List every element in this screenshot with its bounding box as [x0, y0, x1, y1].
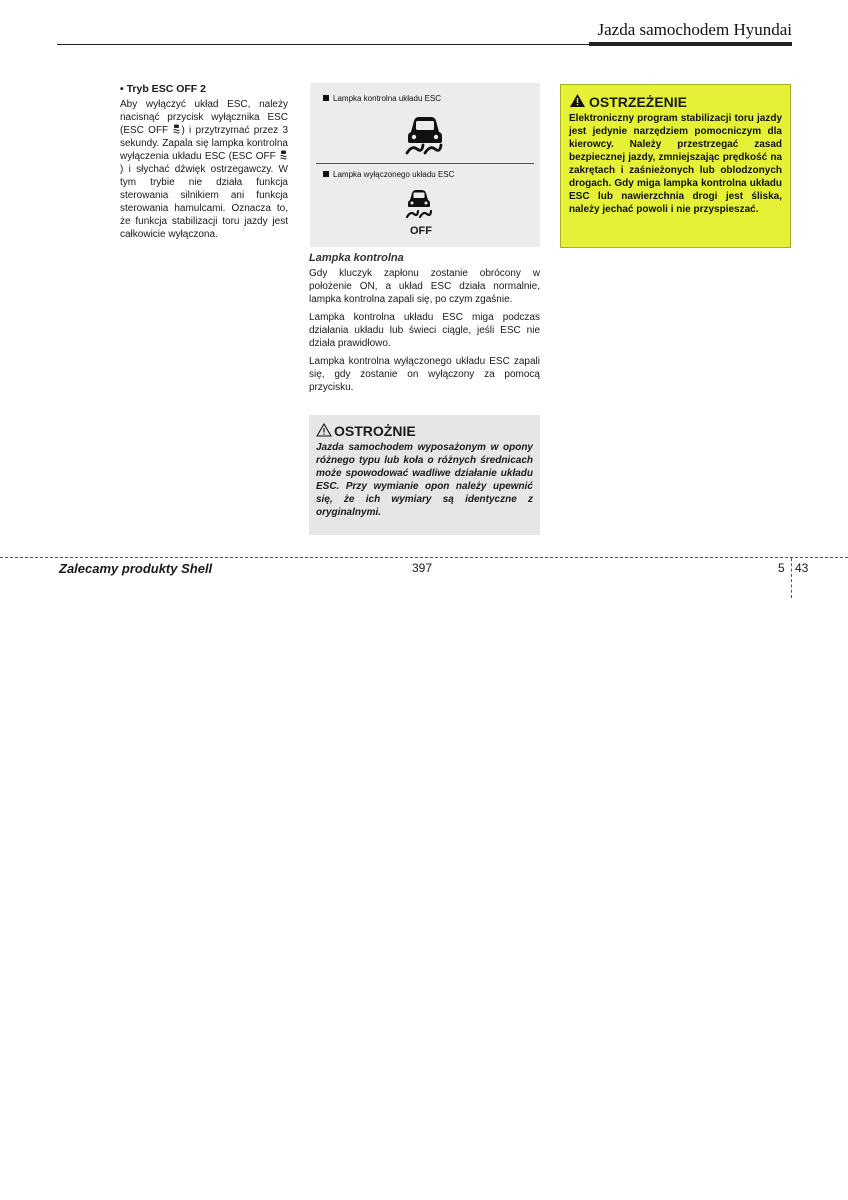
warning-text: Elektroniczny program stabilizacji toru jazdy jest jedynie narzędziem pomocniczym dla kierowcy. Należy przestrzegać zasad bezpiecznej jazdy, zmniejszając prędkość na zakrętach i zaśnieżonych lub oblodzonych drogach. Gdy miga lampka kontrolna układu ESC lub nawierzchnia drogi jest śliska, należy jechać powoli i nie przyspieszać. — [569, 113, 782, 215]
warning-box — [560, 84, 791, 248]
text-part: ) i słychać dźwięk ostrzegawczy. W tym trybie nie działa funkcja sterowania silnikiem ani funkcja sterowania hamulcami. Oznacza to, że funkcja stabilizacji toru jazdy jest całkowicie wyłączona. — [120, 164, 288, 240]
caution-text: Jazda samochodem wyposażonym w opony różnego typu lub koła o różnych średnicach może spowodować wadliwe działanie układu ESC. Przy wymianie opon należy upewnić się, że ich wymiary są identyczne z oryginalnymi. — [316, 442, 533, 518]
section-subtitle: • Tryb ESC OFF 2 — [120, 83, 206, 95]
footer-divider — [0, 557, 848, 558]
text-part: ) i przytrzymać przez 3 sekundy. Zapala się lampka kontrolna wyłączenia układu ESC (ESC OFF — [120, 125, 289, 162]
page-header-title: Jazda samochodem Hyundai — [597, 20, 792, 39]
esc-off-inline-icon — [279, 150, 288, 161]
indicator-lamps-figure — [310, 83, 540, 247]
text-part: Aby wyłączyć układ ESC, należy nacisnąć przycisk wyłącznika ESC (ESC OFF — [120, 99, 288, 136]
caution-box — [309, 415, 540, 535]
footer-shell-note: Zalecamy produkty Shell — [59, 561, 213, 576]
footer-vertical-divider — [791, 558, 792, 598]
paragraph: Lampka kontrolna układu ESC miga podczas działania układu lub świeci ciągle, jeśli ESC nie działa prawidłowo. — [309, 312, 540, 349]
esc-off-paragraph — [120, 98, 288, 241]
figure-label-esc-off: Lampka wyłączonego układu ESC — [323, 170, 454, 179]
figure-label-esc: Lampka kontrolna układu ESC — [323, 94, 441, 103]
caution-triangle-icon — [316, 423, 332, 437]
off-label: OFF — [410, 225, 432, 237]
esc-indicator-icon — [403, 111, 447, 157]
warning-title: OSTRZEŻENIE — [569, 93, 782, 110]
column-esc-off-mode — [120, 83, 288, 241]
footer-page-number: 43 — [795, 561, 809, 575]
header-rule-accent — [589, 42, 792, 46]
footer-pdf-page-number: 397 — [412, 561, 433, 575]
section-subtitle: Lampka kontrolna — [309, 252, 404, 264]
esc-off-indicator-icon — [404, 187, 434, 223]
paragraph: Gdy kluczyk zapłonu zostanie obrócony w położenie ON, a układ ESC działa normalnie, lampka kontrolna zapali się, po czym zgaśnie. — [309, 268, 540, 305]
warning-triangle-icon — [569, 93, 586, 108]
column-indicator-lamp — [309, 252, 540, 399]
caution-title: OSTROŻNIE — [316, 423, 533, 439]
paragraph: Lampka kontrolna wyłączonego układu ESC zapali się, gdy zostanie on wyłączony za pomocą przycisku. — [309, 356, 540, 393]
figure-divider — [316, 163, 534, 164]
footer-section-number: 5 — [778, 561, 785, 575]
